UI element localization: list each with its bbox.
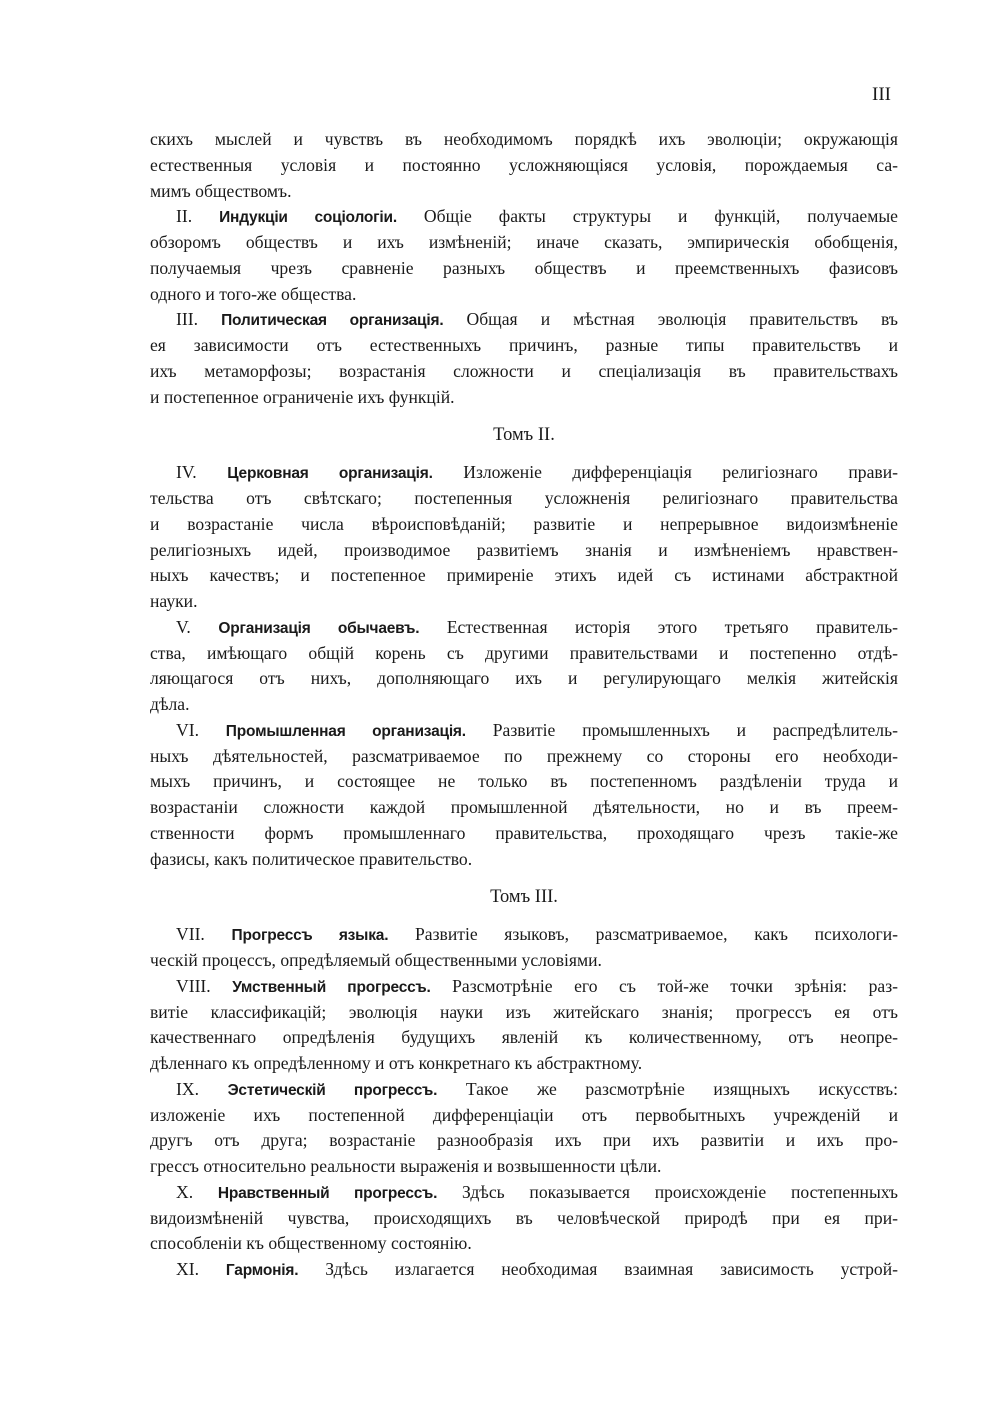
section-number: V.: [176, 616, 191, 637]
text-line: [150, 282, 898, 308]
line-text: Общая и мѣстная эволюція правительствъ въ: [466, 309, 898, 330]
text-line: [150, 1128, 898, 1154]
line-text: другъ отъ друга; возрастаніе разнообразія ихъ при ихъ развитіи и ихъ про-: [150, 1130, 898, 1151]
line-text: возрастаніи сложности каждой промышленной дѣятельности, но и въ преем-: [150, 797, 898, 817]
line-text: религіозныхъ идей, производимое развитіемъ знанія и измѣненіемъ нравствен-: [150, 539, 898, 560]
section-number: IX.: [176, 1078, 199, 1099]
text-line: [150, 127, 898, 153]
line-text: Здѣсь показывается происхожденіе постепенныхъ: [461, 1181, 898, 1202]
text-line: [150, 359, 898, 385]
line-text: Развитіе промышленныхъ и распредѣлитель-: [492, 719, 898, 740]
text-line: [150, 460, 898, 486]
section-title: Гармонія.: [225, 1262, 299, 1279]
line-text: способленіи къ общественному состоянію.: [150, 1233, 472, 1254]
section-number: II.: [176, 206, 193, 227]
text-line: [150, 1051, 898, 1077]
paragraph: [150, 204, 898, 307]
paragraph: [150, 1257, 898, 1283]
text-line: [150, 563, 898, 589]
section-title: Организація обычаевъ.: [218, 619, 420, 637]
paragraph: [150, 127, 898, 204]
line-text: Общіе факты структуры и функцій, получаемые: [423, 206, 898, 227]
line-text: фазисы, какъ политическое правительство.: [150, 848, 473, 869]
paragraph: [150, 1180, 898, 1257]
text-line: [150, 922, 898, 948]
text-line: [150, 1025, 898, 1051]
text-line: [150, 153, 898, 179]
text-line: [150, 744, 898, 770]
line-text: получаемыя чрезъ сравненіе разныхъ обществъ и преемственныхъ фазисовъ: [150, 257, 898, 278]
text-line: [150, 948, 898, 974]
paragraph: [150, 460, 898, 615]
line-text: одного и того-же общества.: [150, 283, 357, 304]
section-title: Промышленная организація.: [225, 722, 466, 740]
text-line: [150, 847, 898, 873]
text-line: [150, 486, 898, 512]
section-number: VI.: [176, 719, 199, 740]
volume-heading: Томъ III.: [490, 887, 558, 908]
line-text: дѣла.: [150, 694, 190, 714]
line-text: Развитіе языковъ, разсматриваемое, какъ психологи-: [414, 924, 898, 945]
text-line: [150, 589, 898, 615]
text-line: [150, 718, 898, 744]
text-line: [150, 974, 898, 1000]
line-text: Естественная исторія этого третьяго правитель-: [446, 616, 898, 637]
section-number: VIII.: [176, 975, 211, 996]
line-text: Разсмотрѣніе его съ той-же точки зрѣнія: раз-: [452, 975, 898, 996]
section-number: XI.: [176, 1259, 199, 1279]
section-title: Умственный прогрессъ.: [232, 978, 431, 996]
line-text: естественныя условія и постоянно усложняющіяся условія, порождаемыя са-: [150, 154, 898, 175]
line-text: скихъ мыслей и чувствъ въ необходимомъ порядкѣ ихъ эволюціи; окружающія: [150, 129, 898, 149]
paragraph: [150, 307, 898, 410]
text-line: [150, 512, 898, 538]
line-text: ческій процессъ, опредѣляемый общественными условіями.: [150, 950, 602, 970]
line-text: мыхъ причинъ, и состоящее не только въ постепенномъ раздѣленіи труда и: [150, 771, 898, 792]
line-text: тельства отъ свѣтскаго; постепенныя усложненія религіознаго правительства: [150, 488, 898, 508]
line-text: Здѣсь излагается необходимая взаимная зависимость устрой-: [325, 1259, 898, 1279]
line-text: ственности формъ промышленнаго правительства, проходящаго чрезъ такіе-же: [150, 822, 898, 843]
line-text: витіе классификацій; эволюція науки изъ житейскаго знанія; прогрессъ ея отъ: [150, 1001, 898, 1022]
section-title: Индукціи соціологіи.: [219, 209, 397, 227]
line-text: ныхъ дѣятельностей, разсматриваемое по прежнему со стороны его необходи-: [150, 745, 898, 766]
line-text: грессъ относительно реальности выраженія и возвышенности цѣли.: [150, 1156, 662, 1176]
line-text: мимъ обществомъ.: [150, 180, 292, 201]
line-text: видоизмѣненій чувства, происходящихъ въ человѣческой природѣ при ея при-: [150, 1207, 898, 1228]
paragraph: [150, 718, 898, 873]
line-text: Такое же разсмотрѣніе изящныхъ искусствъ:: [465, 1078, 898, 1099]
section-title: Церковная организація.: [227, 465, 433, 483]
section-title: Нравственный прогрессъ.: [217, 1184, 438, 1202]
text-line: [150, 1231, 898, 1257]
text-line: [150, 256, 898, 282]
section-number: VII.: [176, 924, 205, 945]
text-line: [150, 641, 898, 667]
line-text: обзоромъ обществъ и ихъ измѣненій; иначе сказать, эмпирическія обобщенія,: [150, 232, 898, 252]
text-line: [150, 307, 898, 333]
text-line: [150, 1206, 898, 1232]
line-text: науки.: [150, 591, 198, 611]
line-text: качественнаго опредѣленія будущихъ явленій къ количественному, отъ неопре-: [150, 1027, 898, 1048]
text-line: [150, 1154, 898, 1180]
line-text: дѣленнаго къ опредѣленному и отъ конкретнаго къ абстрактному.: [150, 1053, 643, 1073]
text-line: [150, 769, 898, 795]
section-number: X.: [176, 1181, 194, 1202]
section-number: IV.: [176, 462, 197, 483]
section-number: III.: [176, 309, 198, 330]
text-line: [150, 230, 898, 256]
text-line: [150, 795, 898, 821]
line-text: ляющагося отъ нихъ, дополняющаго ихъ и регулирующаго мелкія житейскія: [150, 668, 898, 689]
page-number: III: [872, 84, 891, 105]
text-line: [150, 385, 898, 411]
text-line: [150, 1077, 898, 1103]
text-line: [150, 666, 898, 692]
text-line: [150, 1103, 898, 1129]
line-text: изложеніе ихъ постепенной дифференціаціи отъ первобытныхъ учрежденій и: [150, 1104, 898, 1125]
section-title: Эстетическій прогрессъ.: [227, 1081, 438, 1099]
paragraph: [150, 615, 898, 718]
paragraph: [150, 922, 898, 974]
paragraph: [150, 1077, 898, 1180]
section-title: Прогрессъ языка.: [231, 927, 389, 945]
line-text: Изложеніе дифференціація религіознаго прави-: [463, 462, 898, 483]
text-line: [150, 1180, 898, 1206]
page-text: [150, 127, 898, 1283]
text-line: [150, 615, 898, 641]
text-line: [150, 1257, 898, 1283]
text-line: [150, 538, 898, 564]
volume-heading: Томъ II.: [493, 425, 555, 446]
paragraph: [150, 974, 898, 1077]
line-text: ныхъ качествъ; и постепенное примиреніе этихъ идей съ истинами абстрактной: [150, 565, 898, 586]
text-line: [150, 333, 898, 359]
section-title: Политическая организація.: [221, 312, 444, 330]
text-line: [150, 692, 898, 718]
line-text: ихъ метаморфозы; возрастанія сложности и спеціализація въ правительствахъ: [150, 360, 898, 381]
line-text: и возрастаніе числа вѣроисповѣданій; развитіе и непрерывное видоизмѣненіе: [150, 513, 898, 534]
text-line: [150, 204, 898, 230]
line-text: ства, имѣющаго общій корень съ другими правительствами и постепенно отдѣ-: [150, 642, 898, 663]
line-text: ея зависимости отъ естественныхъ причинъ, разные типы правительствъ и: [150, 335, 898, 355]
text-line: [150, 179, 898, 205]
text-line: [150, 821, 898, 847]
line-text: и постепенное ограниченіе ихъ функцій.: [150, 386, 455, 407]
text-line: [150, 1000, 898, 1026]
